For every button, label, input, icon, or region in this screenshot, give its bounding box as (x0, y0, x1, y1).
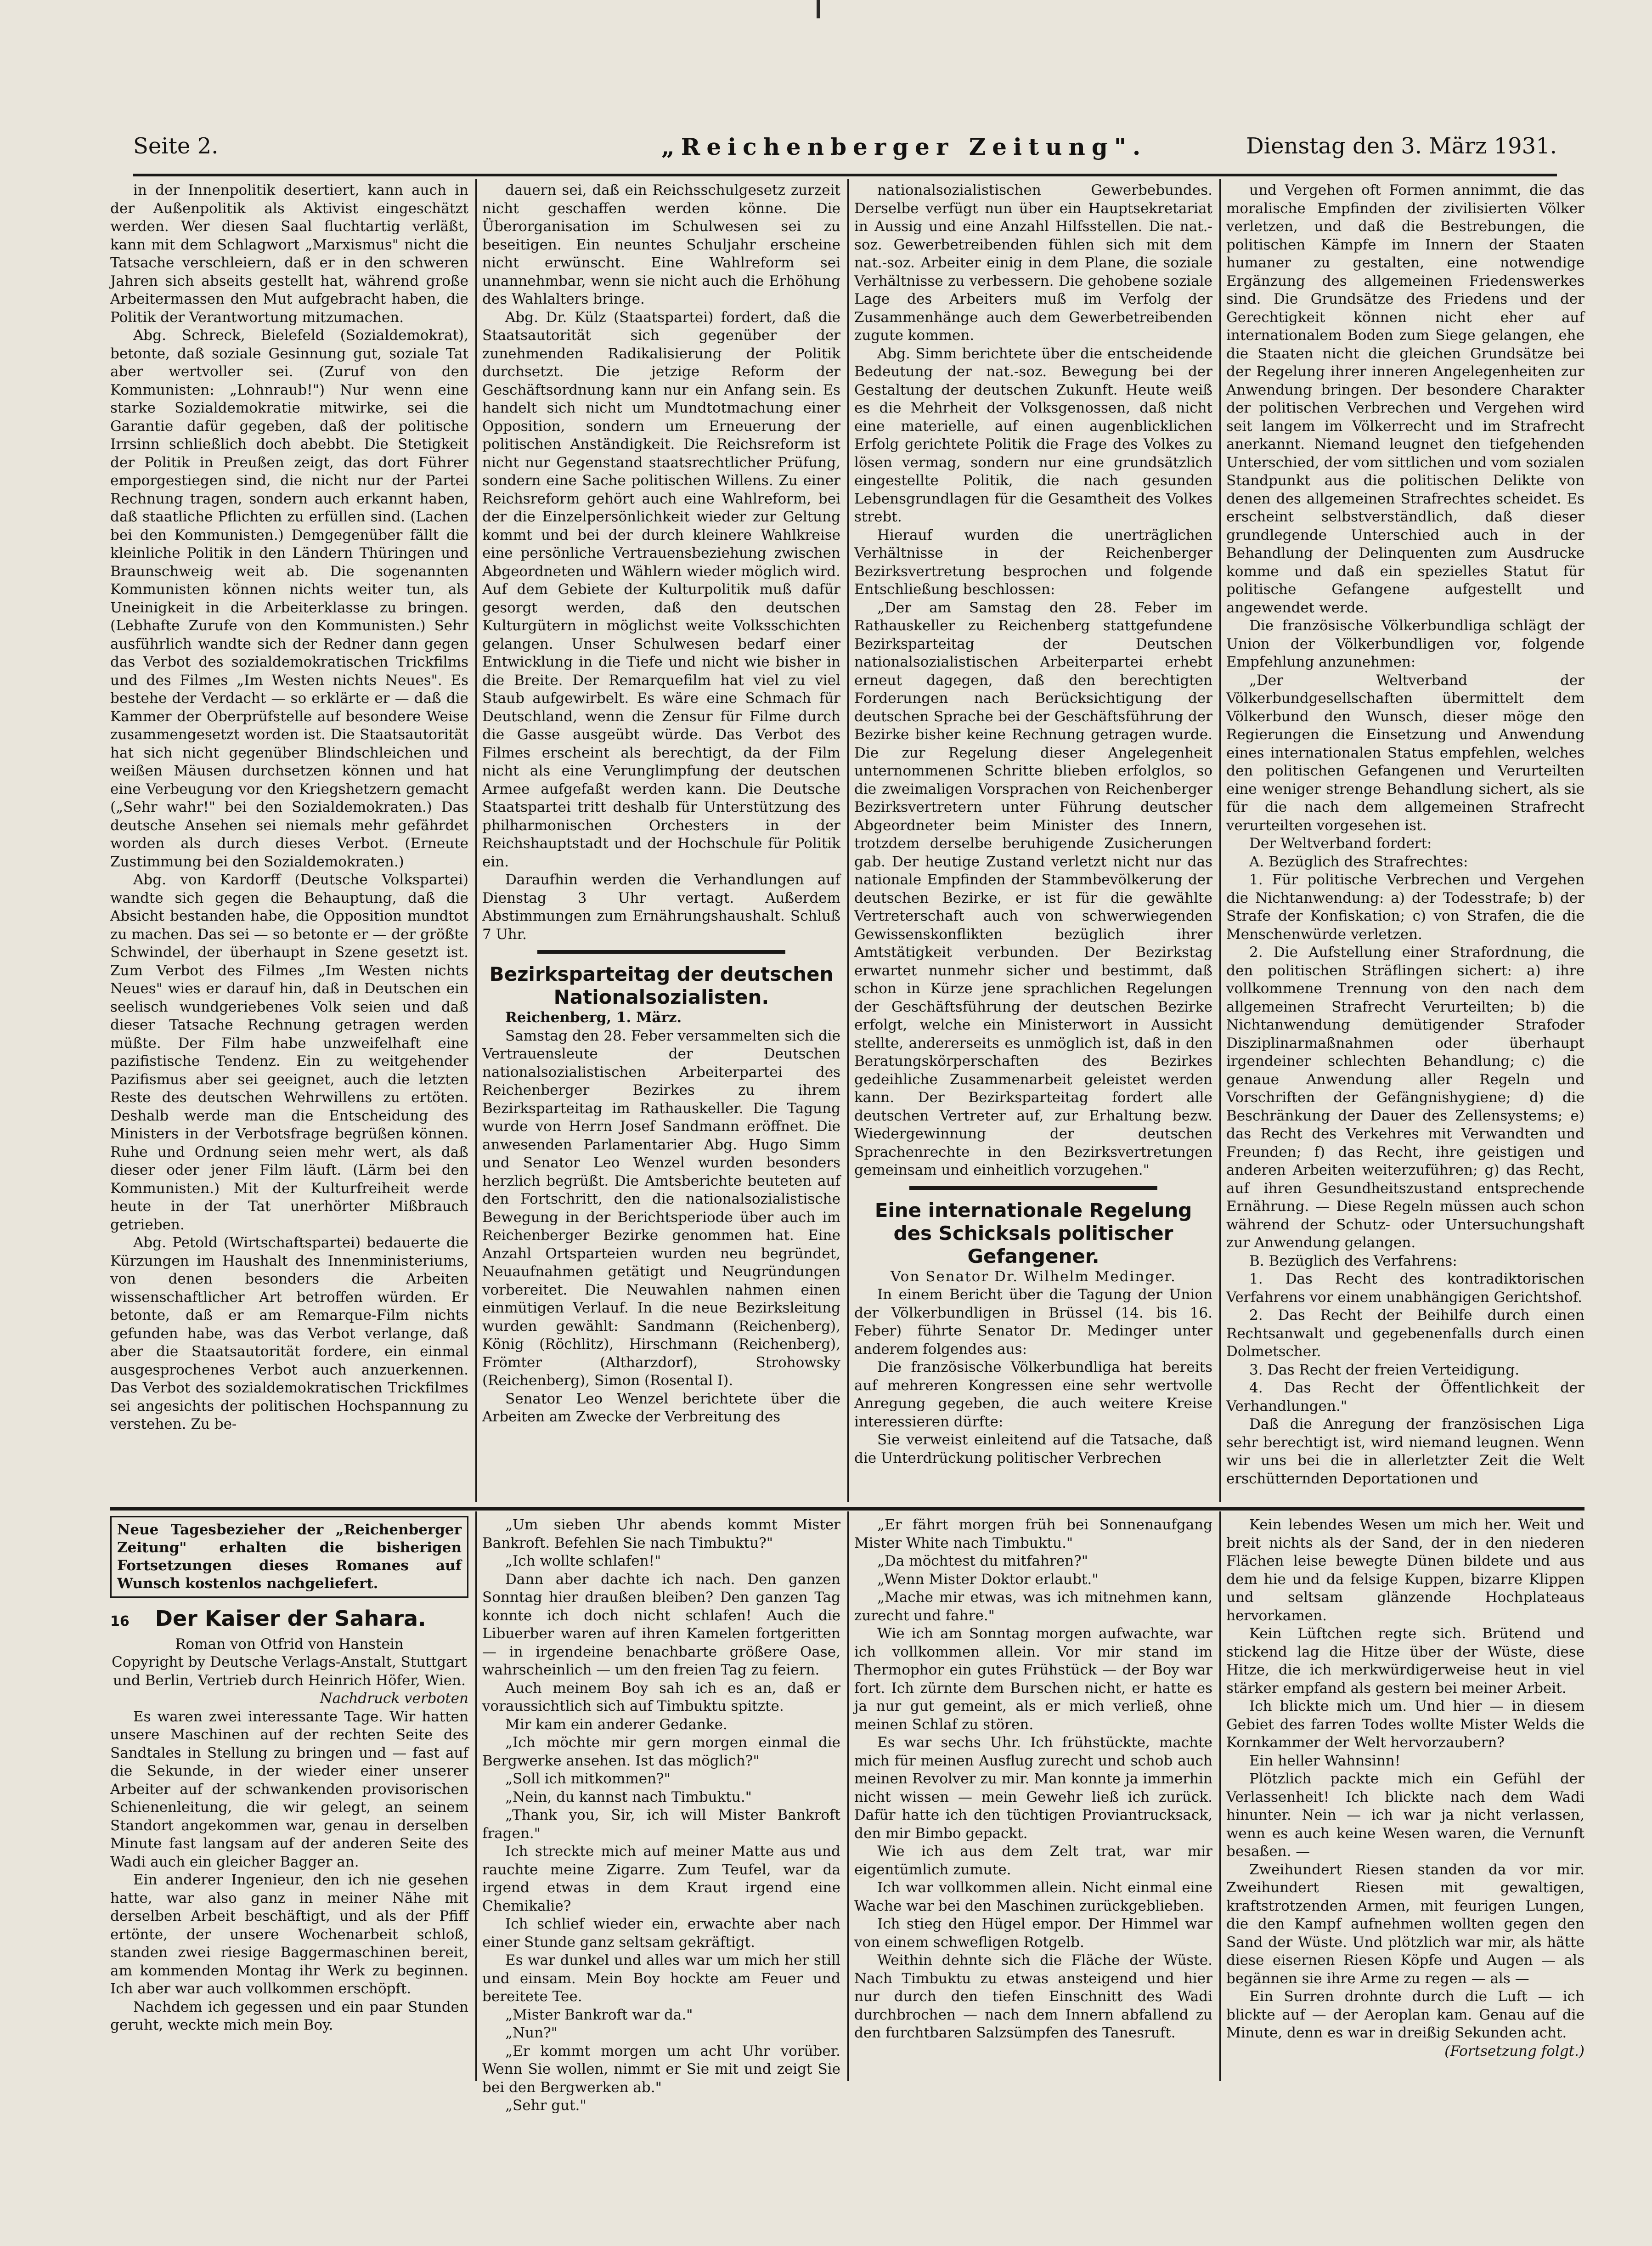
paragraph: In einem Bericht über die Tagung der Union der Völkerbundligen in Brüssel (14. bis 16. Feber) führte Senator Dr. Medinger unter anderem folgendes aus: (854, 1286, 1212, 1358)
paragraph: Es war dunkel und alles war um mich her still und einsam. Mein Boy hockte am Feuer und bereitete Tee. (482, 1952, 840, 2005)
article-headline: Eine internationale Regelung des Schicksals politischer Gefangener. (874, 1199, 1192, 1267)
paragraph: „Er fährt morgen früh bei Sonnenaufgang Mister White nach Timbuktu." (854, 1516, 1212, 1551)
article-byline: Von Senator Dr. Wilhelm Medinger. (891, 1268, 1176, 1285)
paragraph: Es war sechs Uhr. Ich frühstückte, machte mich für meinen Ausflug zurecht und schob auch meinen Revolver zu mir. Man konnte ja immerhin nicht wissen — mein Gewehr ließ ich zurück. Dafür hatte ich den tüchtigen Proviantrucksack, den mir Bimbo gepackt. (854, 1734, 1212, 1842)
article-separator (909, 1186, 1157, 1190)
paragraph: „Ich möchte mir gern morgen einmal die Bergwerke ansehen. Ist das möglich?" (482, 1734, 840, 1769)
article-column-1 (110, 181, 468, 1500)
paragraph: Zweihundert Riesen standen da vor mir. Zweihundert Riesen mit gewaltigen, kraftstrotzenden Armen, mit feurigen Lungen, die den Kampf aufnehmen wollten gegen den Sand der Wüste. Und plötzlich war mir, als hätte diese eisernen Riesen Köpfe und Augen — als begännen sie ihre Arme zu regen — als — (1226, 1861, 1584, 1987)
paragraph: 1. Für politische Verbrechen und Vergehen die Nichtanwendung: a) der Todesstrafe; b) der Strafe der Konfiskation; c) von Strafen, die die Menschenwürde verletzen. (1226, 871, 1584, 943)
paragraph: „Mister Bankroft war da." (505, 2006, 693, 2023)
paragraph: Abg. Simm berichtete über die entscheidende Bedeutung der nat.-soz. Bewegung bei der Gestaltung der deutschen Zukunft. Heute weiß es die Mehrheit der Volksgenossen, daß nicht eine materielle, auf einen augenblicklichen Erfolg gerichtete Politik die Frage des Volkes zu lösen vermag, sondern nur eine grundsätzlich eingestellte Politik, die nach gesunden Lebensgrundlagen für die Gesamtheit des Volkes strebt. (854, 345, 1212, 525)
paragraph: Der Weltverband fordert: (1249, 835, 1432, 852)
paragraph: „Er kommt morgen um acht Uhr vorüber. Wenn Sie wollen, nimmt er Sie mit und zeigt Sie bei den Bergwerken ab." (482, 2042, 840, 2096)
paragraph: Ich war vollkommen allein. Nicht einmal eine Wache war bei den Maschinen zurückgeblieben. (854, 1879, 1212, 1914)
paragraph: Weithin dehnte sich die Fläche der Wüste. Nach Timbuktu zu etwas ansteigend und hier nur durch den tiefen Einschnitt des Wadi durchbrochen — nach dem Innern abfallend zu den furchtbaren Salzsümpfen des Tanesruft. (854, 1952, 1212, 2041)
paragraph: „Soll ich mitkommen?" (505, 1771, 671, 1787)
column-divider (1219, 179, 1221, 1502)
paragraph: Ich schlief wieder ein, erwachte aber nach einer Stunde ganz seltsam gekräftigt. (482, 1916, 840, 1951)
novel-column-4 (1226, 1516, 1584, 2081)
column-divider (475, 179, 477, 1502)
paragraph: B. Bezüglich des Verfahrens: (1249, 1252, 1457, 1269)
paragraph: Plötzlich packte mich ein Gefühl der Verlassenheit! Ich blickte nach dem Wadi hinunter. Nein — ich war ja nicht verlassen, wenn es auch keine Wesen waren, die Vernunft besaßen. — (1226, 1771, 1584, 1860)
paragraph: „Um sieben Uhr abends kommt Mister Bankroft. Befehlen Sie nach Timbuktu?" (482, 1516, 840, 1551)
paragraph: 4. Das Recht der Öffentlichkeit der Verhandlungen." (1226, 1380, 1584, 1414)
page-header (133, 133, 1557, 179)
subscriber-notice (110, 1516, 468, 1598)
paragraph: Die französische Völkerbundliga schlägt der Union der Völkerbundligen vor, folgende Empfehlung anzunehmen: (1226, 617, 1584, 670)
paragraph: Abg. Dr. Külz (Staatspartei) fordert, daß die Staatsautorität sich gegenüber der zunehmenden Radikalisierung der Politik durchsetzt. Die jetzige Reform der Geschäftsordnung kann nur ein Anfang sein. Es handelt sich nicht um Mundtotmachung einer Opposition, sondern um Erneuerung der politischen Anständigkeit. Die Reichsreform ist nicht nur Gegenstand staatsrechtlicher Prüfung, sondern eine Sache politischen Willens. Zu einer Reichsreform gehört auch eine Wahlreform, bei der die Einzelpersönlichkeit wieder zur Geltung kommt und bei der durch kleinere Wahlkreise eine persönliche Vertrauensbeziehung zwischen Abgeordneten und Wählern wieder möglich wird. Auf dem Gebiete der Kulturpolitik muß dafür gesorgt werden, daß den deutschen Kulturgütern in möglichst weite Volksschichten gelangen. Unser Schulwesen bedarf einer Entwicklung in die Tiefe und nicht wie bisher in die Breite. Der Remarquefilm hat viel zu viel Staub aufgewirbelt. Es wäre eine Schmach für Deutschland, wenn die Zensur für Filme durch die Gasse ausgeübt würde. Das Verbot des Filmes erscheint als berechtigt, da der Film nicht als eine Verunglimpfung der deutschen Armee aufgefaßt werden kann. Die Deutsche Staatspartei tritt deshalb für Unterstützung des philharmonischen Orchesters in der Reichshauptstadt und der Hochschule für Politik ein. (482, 309, 840, 870)
article-headline: Bezirksparteitag der deutschen Nationalsozialisten. (489, 963, 834, 1008)
column-divider (1219, 1511, 1221, 2081)
paragraph: „Da möchtest du mitfahren?" (877, 1553, 1088, 1569)
paragraph: 3. Das Recht der freien Verteidigung. (1249, 1361, 1520, 1378)
issue-date: Dienstag den 3. März 1931. (1246, 133, 1557, 159)
paragraph: Ein heller Wahnsinn! (1249, 1752, 1401, 1769)
paragraph: Auch meinem Boy sah ich es an, daß er voraussichtlich sich auf Timbuktu spitzte. (482, 1680, 840, 1714)
paragraph: Samstag den 28. Feber versammelten sich die Vertrauensleute der Deutschen nationalsozialistischen Arbeiterpartei des Reichenberger Bezirkes zu ihrem Bezirksparteitag im Rathauskeller. Die Tagung wurde von Herrn Josef Sandmann eröffnet. Die anwesenden Parlamentarier Abg. Hugo Simm und Senator Leo Wenzel wurden besonders herzlich begrüßt. Die Amtsberichte beuteten auf den Fortschritt, den die nationalsozialistische Bewegung in der Berichtsperiode über auch im Reichenberger Bezirke genommen hat. Eine Anzahl Ortsparteien wurden neu begründet, Neuaufnahmen getätigt und Neugründungen vorbereitet. Die Neuwahlen nahmen einen einmütigen Verlauf. In die neue Bezirksleitung wurden gewählt: Sandmann (Reichenberg), König (Röchlitz), Hirschmann (Reichenberg), Frömter (Altharzdorf), Strohowsky (Reichenberg), Simon (Rosental I). (482, 1027, 840, 1389)
paragraph: „Ich wollte schlafen!" (505, 1553, 661, 1569)
paragraph: A. Bezüglich des Strafrechtes: (1249, 853, 1468, 870)
column-divider (847, 179, 849, 1502)
paragraph: Daß die Anregung der französischen Liga sehr berechtigt ist, wird niemand leugnen. Wenn wir uns bei die in allerletzter Zeit die Welt erschütternden Deportationen und (1226, 1416, 1584, 1487)
paragraph: „Sehr gut." (505, 2097, 586, 2114)
paragraph: Kein Lüftchen regte sich. Brütend und stickend lag die Hitze über der Wüste, diese Hitze, die ich merkwürdigerweise heut in viel stärker empfand als gestern bei meiner Arbeit. (1226, 1625, 1584, 1697)
paragraph: „Der Weltverband der Völkerbundgesellschaften übermittelt dem Völkerbund den Wunsch, dieser möge den Regierungen die Einsetzung und Anwendung eines internationalen Status empfehlen, welches den politischen Gefangenen und Verurteilten eine weniger strenge Behandlung sichert, als sie für die nach dem allgemeinen Strafrecht verurteilten vorgesehen ist. (1226, 672, 1584, 834)
novel-column-3 (854, 1516, 1212, 2081)
paragraph: Die französische Völkerbundliga hat bereits auf mehreren Kongressen eine sehr wertvolle Anregung gegeben, die auch weitere Kreise interessieren dürfte: (854, 1359, 1212, 1430)
feuilleton-rule (110, 1507, 1584, 1511)
article-separator (537, 950, 785, 954)
article-column-4 (1226, 181, 1584, 1500)
paragraph: Ich streckte mich auf meiner Matte aus und rauchte meine Zigarre. Zum Teufel, war da irgend etwas in dem Kraut irgend eine Chemikalie? (482, 1843, 840, 1914)
paragraph: und Vergehen oft Formen annimmt, die das moralische Empfinden der zivilisierten Völker verletzen, und daß die Bestrebungen, die politischen Kämpfe im Innern der Staaten humaner zu gestalten, eine notwendige Ergänzung des allgemeinen Friedenswerkes sind. Die Grundsätze des Friedens und der Gerechtigkeit können nicht eher auf internationalem Boden zum Siege gelangen, ehe die Staaten nicht die gleichen Grundsätze bei der Regelung ihrer inneren Angelegenheiten zur Anwendung bringen. Der besondere Charakter der politischen Verbrechen und Vergehen wird seit langem im Völkerrecht und im Strafrecht anerkannt. Niemand leugnet den tiefgehenden Unterschied, der vom sittlichen und vom sozialen Standpunkt aus die politischen Delikte von denen des allgemeinen Strafrechtes scheidet. Es erscheint selbstverständlich, daß dieser grundlegende Unterschied auch in der Behandlung der Delinquenten zum Ausdrucke komme und daß ein spezielles Statut für politische Gefangene aufgestellt und angewendet werde. (1226, 182, 1584, 616)
paragraph: Es waren zwei interessante Tage. Wir hatten unsere Maschinen auf der rechten Seite des Sandtales in Stellung zu bringen und — fast auf die Sekunde, in der wieder einer unserer Arbeiter auf der schwankenden provisorischen Schienenleitung, die wir gelegt, an seinem Standort angekommen war, genau in derselben Minute fast langsam auf der anderen Seite des Wadi auch ein gleicher Bagger an. (110, 1708, 468, 1870)
paragraph: Wie ich am Sonntag morgen aufwachte, war ich vollkommen allein. Vor mir stand im Thermophor ein gutes Frühstück — der Boy war fort. Ich zürnte dem Burschen nicht, er hatte es ja nur gut gemeint, als er mich verließ, ohne meinen Schlaf zu stören. (854, 1625, 1212, 1733)
paragraph: „Wenn Mister Doktor erlaubt." (877, 1571, 1099, 1588)
paragraph: Senator Leo Wenzel berichtete über die Arbeiten am Zwecke der Verbreitung des (482, 1390, 840, 1425)
installment-number: 16 (110, 1613, 130, 1629)
paragraph: dauern sei, daß ein Reichsschulgesetz zurzeit nicht geschaffen werden könne. Die Überorganisation im Schulwesen sei zu beseitigen. Ein neuntes Schuljahr erscheine nicht erwünscht. Eine Wahlreform sei unannehmbar, wenn sie nicht auch die Erhöhung des Wahlalters bringe. (482, 182, 840, 307)
novel-column-2 (482, 1516, 840, 2114)
paragraph: „Nein, du kannst nach Timbuktu." (505, 1788, 752, 1805)
paragraph: „Mache mir etwas, was ich mitnehmen kann, zurecht und fahre." (854, 1589, 1212, 1624)
paragraph: Abg. Schreck, Bielefeld (Sozialdemokrat), betonte, daß soziale Gesinnung gut, soziale Tat aber wertvoller sei. (Zuruf von den Kommunisten: „Lohnraub!") Nur wenn eine starke Sozialdemokratie mitwirke, sei die Garantie dafür gegeben, daß der politische Irrsinn schließlich doch abebbt. Die Stetigkeit der Politik in Preußen zeigt, das dort Führer emporgestiegen sind, die nicht nur der Partei Rechnung tragen, sondern auch erkannt haben, daß staatliche Pflichten zu erfüllen sind. (Lachen bei den Kommunisten.) Demgegenüber fällt die kleinliche Politik in den Ländern Thüringen und Braunschweig weit ab. Die sogenannten Kommunisten können nichts weiter tun, als Uneinigkeit in die Arbeiterklasse zu bringen. (Lebhafte Zurufe von den Kommunisten.) Sehr ausführlich wandte sich der Redner dann gegen das Verbot des sozialdemokratischen Trickfilms und des Filmes „Im Westen nichts Neues". Es bestehe der Verdacht — so erklärte er — daß die Kammer der Oberprüfstelle auf besondere Weise zusammengesetzt worden ist. Die Staatsautorität hat sich nicht gegenüber Blindschleichen und weißen Mäusen durchsetzen können und hat eine Verbeugung vor den Kriegshetzern gemacht („Sehr wahr!" bei den Sozialdemokraten.) Das deutsche Ansehen sei niemals mehr gefährdet worden als durch dieses Verbot. (Erneute Zustimmung bei den Sozialdemokraten.) (110, 327, 468, 870)
article-dateline: Reichenberg, 1. März. (505, 1009, 682, 1026)
article-column-2 (482, 181, 840, 1500)
to-be-continued: (Fortsetzung folgt.) (1444, 2042, 1584, 2059)
paragraph: Ein anderer Ingenieur, den ich nie gesehen hatte, war also ganz in meiner Nähe mit derselben Arbeit beschäftigt, und als der Pfiff ertönte, der unsere Wochenarbeit schloß, standen zwei riesige Baggermaschinen bereit, am kommenden Montag ihr Werk zu beginnen. Ich aber war auch vollkommen erschöpft. (110, 1872, 468, 1997)
paragraph: nationalsozialistischen Gewerbebundes. Derselbe verfügt nun über ein Hauptsekretariat in Aussig und eine Anzahl Hilfsstellen. Die nat.-soz. Gewerbetreibenden fühlen sich mit dem nat.-soz. Arbeiter einig in dem Plane, die soziale Verhältnisse zu verbessern. Die gehobene soziale Lage des Arbeiters muß im Verfolg der Zusammenhänge auch dem Gewerbetreibenden zugute kommen. (854, 182, 1212, 344)
paragraph: Dann aber dachte ich nach. Den ganzen Sonntag hier draußen bleiben? Den ganzen Tag konnte ich doch nicht schlafen! Auch die Libuerber waren auf ihren Kamelen fortgeritten — in irgendeine benachbarte größere Oase, wahrscheinlich — um den freien Tag zu feiern. (482, 1571, 840, 1678)
page-number: Seite 2. (133, 133, 219, 159)
paragraph: Sie verweist einleitend auf die Tatsache, daß die Unterdrückung politischer Verbrechen (854, 1431, 1212, 1466)
column-divider (847, 1511, 849, 2081)
novel-title-line (110, 1606, 468, 1631)
paragraph: Ich blickte mich um. Und hier — in diesem Gebiet des farren Todes wollte Mister Welds die Kornkammer der Welt hervorzaubern? (1226, 1698, 1584, 1751)
paragraph: Abg. Petold (Wirtschaftspartei) bedauerte die Kürzungen im Haushalt des Innenministeriums, von denen besonders die Arbeiten wissenschaftlicher Art betroffen würden. Er betonte, daß er am Remarque-Film nichts gefunden habe, was das Verbot verlange, daß aber die Staatsautorität fordere, ein einmal ausgesprochenes Verbot auch anzuerkennen. Das Verbot des sozialdemokratischen Trickfilmes sei angesichts der politischen Hochspannung zu verstehen. Zu be- (110, 1234, 468, 1432)
paragraph: „Der am Samstag den 28. Feber im Rathauskeller zu Reichenberg stattgefundene Bezirksparteitag der Deutschen nationalsozialistischen Arbeiterpartei erhebt erneut dagegen, daß den berechtigten Forderungen nach Berücksichtigung der deutschen Sprache bei der Geschäftsführung der Bezirke bisher keine Rechnung getragen wurde. Die zur Regelung dieser Angelegenheit unternommenen Schritte blieben erfolglos, so die zweimaligen Vorsprachen von Reichenberger Bezirksvertretern unter Führung deutscher Abgeordneter beim Minister des Innern, trotzdem derselbe beruhigende Zusicherungen gab. Der heutige Zustand verletzt nicht nur das nationale Empfinden der Stammbevölkerung der deutschen Bezirke, er ist für die gewählte Vertreterschaft auch von schwerwiegenden Gewissenskonflikten bezüglich ihrer Amtstätigkeit verbunden. Der Bezirkstag erwartet nunmehr sicher und bestimmt, daß schon in Kürze jene sprachlichen Regelungen der Geschäftsführung der deutschen Bezirke erfolgt, welche ein Ministerwort in Aussicht stellte, andererseits es unmöglich ist, daß in den Beratungskörperschaften des Bezirkes gedeihliche Zusammenarbeit geleistet werden kann. Der Bezirksparteitag fordert alle deutschen Vertreter auf, zur Erhaltung bezw. Wiedergewinnung der deutschen Sprachenrechte in den Bezirksvertretungen gemeinsam und einheitlich vorzugehen." (854, 599, 1212, 1178)
page-fold-mark (817, 0, 820, 18)
paragraph: 2. Die Aufstellung einer Strafordnung, die den politischen Sträflingen sichert: a) ihre vollkommene Trennung von den nach dem allgemeinen Strafrecht Verurteilten; b) die Nichtanwendung demütigender Strafoder Disziplinarmaßnahmen oder überhaupt irgendeiner schlechten Behandlung; c) die genaue Anwendung aller Regeln und Vorschriften der Gefängnishygiene; d) die Beschränkung der Dauer des Zellensystems; e) das Recht des Verkehres mit Verwandten und Freunden; f) das Recht, ihre geistigen und anderen Arbeiten weiterzuführen; g) das Recht, auf ihren Gesundheitszustand entsprechende Ernährung. — Diese Regeln müssen auch schon während der Schutz- oder Untersuchungshaft zur Anwendung gelangen. (1226, 944, 1584, 1251)
paragraph: 1. Das Recht des kontradiktorischen Verfahrens vor einem unabhängigen Gerichtshof. (1226, 1271, 1584, 1306)
paragraph: Daraufhin werden die Verhandlungen auf Dienstag 3 Uhr vertagt. Außerdem Abstimmungen zum Ernährungshaushalt. Schluß 7 Uhr. (482, 871, 840, 943)
paragraph: Kein lebendes Wesen um mich her. Weit und breit nichts als der Sand, der in den niederen Flächen leise bewegte Dünen bildete und aus dem hie und da felsige Kuppen, bizarre Klippen und seltsam glänzende Hochplateaus hervorkamen. (1226, 1516, 1584, 1624)
paragraph: Abg. von Kardorff (Deutsche Volkspartei) wandte sich gegen die Behauptung, daß die Absicht bestanden habe, die Opposition mundtot zu machen. Das sei — so betonte er — der größte Schwindel, der überhaupt in Szene gesetzt ist. Zum Verbot des Filmes „Im Westen nichts Neues" wies er darauf hin, daß in Deutschen ein seelisch wundgeriebenes Volk seien und daß dieser Tatsache Rechnung getragen werden müßte. Der Film habe unzweifelhaft eine pazifistische Tendenz. Ein zu weitgehender Pazifismus aber sei geeignet, auch die letzten Reste des deutschen Wehrwillens zu ertöten. Deshalb werde man die Entscheidung des Ministers in der Verbotsfrage begrüßen können. Ruhe und Ordnung seien mehr wert, als daß dieser oder jener Film läuft. (Lärm bei den Kommunisten.) Mit der Kulturfreiheit werde heute in der Tat unerhörter Mißbrauch getrieben. (110, 871, 468, 1233)
newspaper-name: „Reichenberger Zeitung". (661, 133, 1147, 160)
paragraph: „Nun?" (505, 2025, 558, 2041)
paragraph: Mir kam ein anderer Gedanke. (505, 1716, 727, 1733)
column-divider (475, 1511, 477, 2081)
novel-column-1 (110, 1516, 468, 2081)
novel-author: Roman von Otfrid von Hanstein (175, 1635, 404, 1652)
paragraph: Wie ich aus dem Zelt trat, war mir eigentümlich zumute. (854, 1843, 1212, 1878)
header-rule (133, 174, 1557, 176)
paragraph: Hierauf wurden die unerträglichen Verhältnisse in der Reichenberger Bezirksvertretung besprochen und folgende Entschließung beschlossen: (854, 526, 1212, 598)
novel-title: Der Kaiser der Sahara. (155, 1606, 426, 1631)
paragraph: „Thank you, Sir, ich will Mister Bankroft fragen." (482, 1807, 840, 1842)
notice-text: Neue Tagesbezieher der „Reichenberger Zeitung" erhalten die bisherigen Fortsetzungen dieses Romanes auf Wunsch kostenlos nachgeliefert. (117, 1522, 462, 1592)
paragraph: Nachdem ich gegessen und ein paar Stunden geruht, weckte mich mein Boy. (110, 1998, 468, 2033)
paragraph: 2. Das Recht der Beihilfe durch einen Rechtsanwalt und gegebenenfalls durch einen Dolmetscher. (1226, 1307, 1584, 1360)
reprint-notice: Nachdruck verboten (320, 1690, 468, 1707)
novel-copyright: Copyright by Deutsche Verlags-Anstalt, Stuttgart und Berlin, Vertrieb durch Heinrich Höfer, Wien. (112, 1654, 467, 1689)
paragraph: Ein Surren drohnte durch die Luft — ich blickte auf — der Aeroplan kam. Genau auf die Minute, denn es war in dreißig Sekunden acht. (1226, 1988, 1584, 2041)
paragraph: Ich stieg den Hügel empor. Der Himmel war von einem schwefligen Rotgelb. (854, 1916, 1212, 1951)
article-column-3 (854, 181, 1212, 1500)
paragraph: in der Innenpolitik desertiert, kann auch in der Außenpolitik als Aktivist eingeschätzt werden. Wer diesen Saal fluchtartig verläßt, kann mit dem Schlagwort „Marxismus" nicht die Tatsache verschleiern, daß er in den schweren Jahren sich abseits gestellt hat, während große Arbeitermassen den Mut aufgebracht haben, die Politik der Verantwortung mitzumachen. (110, 182, 468, 326)
